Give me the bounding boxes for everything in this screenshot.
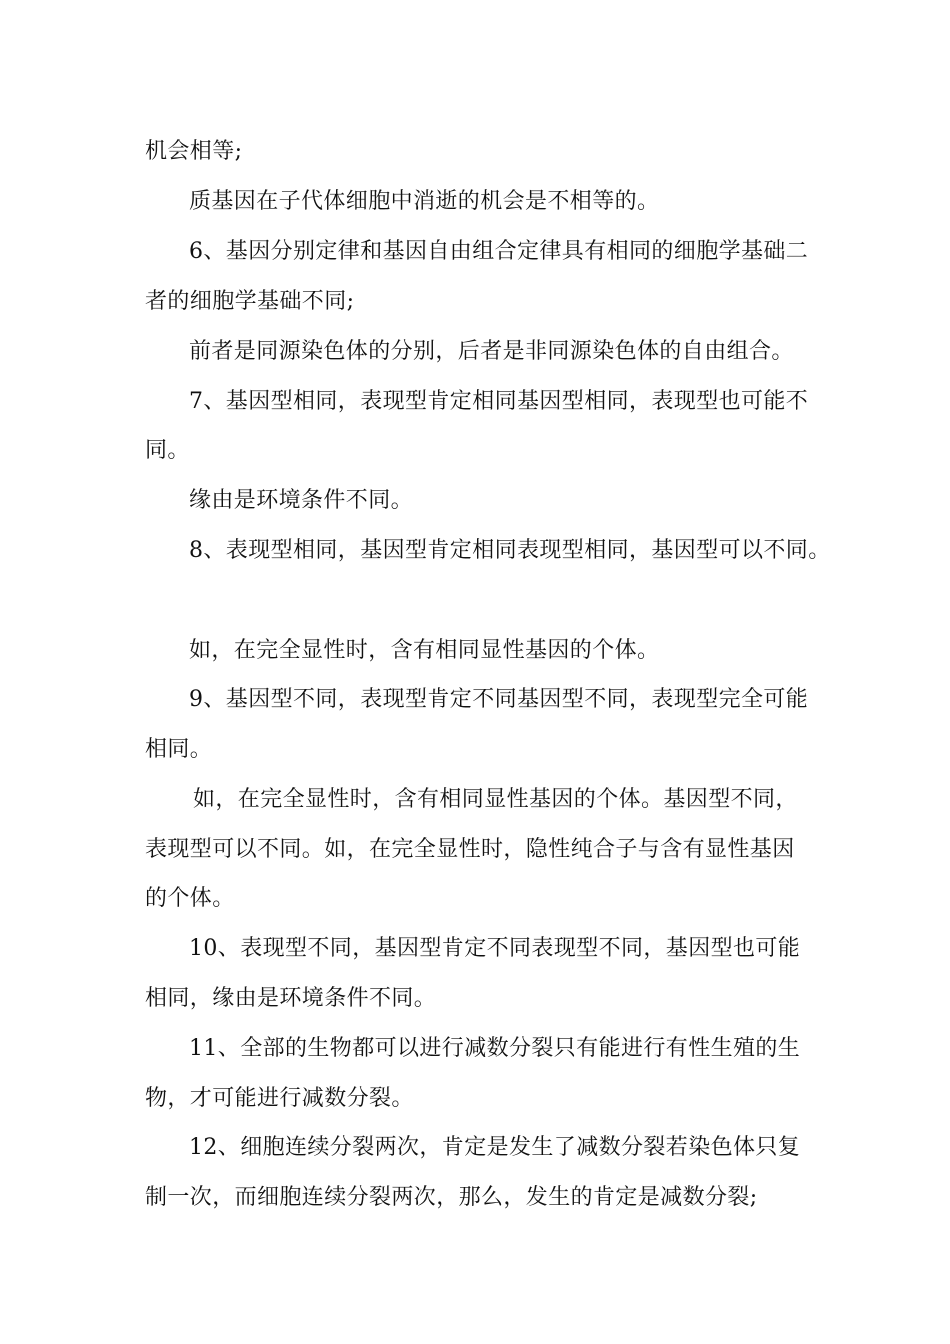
text-line: 7、基因型相同，表现型肯定相同基因型相同，表现型也可能不 <box>189 389 809 414</box>
text-line: 制一次，而细胞连续分裂两次，那么，发生的肯定是减数分裂; <box>145 1185 758 1210</box>
text-line: 相同。 <box>145 737 213 762</box>
text-line: 同。 <box>145 438 190 463</box>
text-line: 物，才可能进行减数分裂。 <box>145 1086 414 1111</box>
text-line: 缘由是环境条件不同。 <box>189 488 414 513</box>
text-line: 11、全部的生物都可以进行减数分裂只有能进行有性生殖的生 <box>189 1036 801 1061</box>
text-line: 如，在完全显性时，含有相同显性基因的个体。基因型不同， <box>193 787 798 812</box>
text-line: 的个体。 <box>145 886 235 911</box>
text-line: 8、表现型相同，基因型肯定相同表现型相同，基因型可以不同。 <box>189 538 831 563</box>
text-line: 10、表现型不同，基因型肯定不同表现型不同，基因型也可能 <box>189 936 801 961</box>
text-line: 前者是同源染色体的分别，后者是非同源染色体的自由组合。 <box>189 339 794 364</box>
text-line: 相同，缘由是环境条件不同。 <box>145 986 437 1011</box>
text-line: 表现型可以不同。如，在完全显性时，隐性纯合子与含有显性基因 <box>145 837 795 862</box>
text-line: 12、细胞连续分裂两次，肯定是发生了减数分裂若染色体只复 <box>189 1135 801 1160</box>
text-line: 机会相等; <box>145 139 243 164</box>
text-line: 6、基因分别定律和基因自由组合定律具有相同的细胞学基础二 <box>189 239 809 264</box>
text-line: 质基因在子代体细胞中消逝的机会是不相等的。 <box>189 189 660 214</box>
text-line: 如，在完全显性时，含有相同显性基因的个体。 <box>189 638 660 663</box>
text-line: 者的细胞学基础不同; <box>145 289 355 314</box>
text-line: 9、基因型不同，表现型肯定不同基因型不同，表现型完全可能 <box>189 687 809 712</box>
